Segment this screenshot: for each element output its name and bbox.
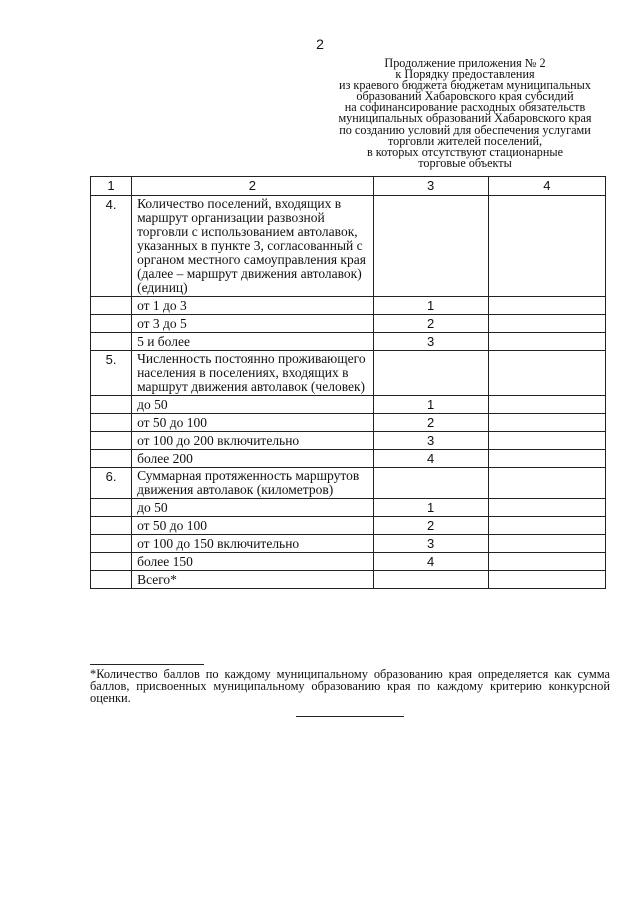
criterion-text: Суммарная протяженность маршрутов движения автолавок (километров) [132,468,373,499]
extra-cell [488,333,605,351]
total-label: Всего* [132,571,373,589]
points-value: 2 [373,315,488,333]
num-cell [91,315,132,333]
num-cell [91,414,132,432]
criterion-number: 5. [91,351,132,396]
num-cell [91,333,132,351]
points-cell [373,351,488,396]
extra-cell [488,351,605,396]
extra-cell [488,315,605,333]
extra-cell [488,196,605,297]
range-label: от 1 до 3 [132,297,373,315]
points-value: 3 [373,432,488,450]
points-value: 4 [373,450,488,468]
table-row [91,315,606,333]
range-label: от 50 до 100 [132,414,373,432]
extra-cell [488,553,605,571]
header-line: муниципальных образований Хабаровского края [338,111,592,126]
range-label: до 50 [132,499,373,517]
points-cell [373,468,488,499]
extra-cell [488,535,605,553]
header-line: по созданию условий для обеспечения услугами [339,122,591,137]
extra-cell [488,499,605,517]
table-row [91,553,606,571]
header-line: на софинансирование расходных обязательств [344,100,586,115]
num-cell [91,297,132,315]
points-value: 1 [373,297,488,315]
table-row [91,535,606,553]
table-row [91,297,606,315]
range-label: от 100 до 150 включительно [132,535,373,553]
points-value: 1 [373,396,488,414]
criterion-text: Численность постоянно проживающего населения в поселениях, входящих в маршрут движения автолавок (человек) [132,351,373,396]
range-label: до 50 [132,396,373,414]
points-cell [373,196,488,297]
table-row [91,396,606,414]
extra-cell [488,450,605,468]
column-header: 4 [488,177,605,196]
header-line: в которых отсутствуют стационарные [366,144,563,159]
num-cell [91,517,132,535]
table-row [91,414,606,432]
points-value: 2 [373,414,488,432]
extra-cell [488,571,605,589]
header-line: из краевого бюджета бюджетам муниципальных [339,78,591,93]
table-row [91,333,606,351]
criterion-row [91,351,606,396]
num-cell [91,450,132,468]
num-cell [91,396,132,414]
range-label: более 150 [132,553,373,571]
page-number: 2 [316,36,324,52]
range-label: от 100 до 200 включительно [132,432,373,450]
extra-cell [488,396,605,414]
range-label: более 200 [132,450,373,468]
num-cell [91,553,132,571]
points-value: 2 [373,517,488,535]
extra-cell [488,517,605,535]
table-row [91,517,606,535]
points-value: 4 [373,553,488,571]
header-line: торговые объекты [418,155,512,170]
table-row [91,450,606,468]
range-label: 5 и более [132,333,373,351]
extra-cell [488,432,605,450]
header-line: образований Хабаровского края субсидий [356,89,574,104]
criterion-number: 4. [91,196,132,297]
column-header: 1 [91,177,132,196]
points-value: 3 [373,535,488,553]
table-header-row [91,177,606,196]
end-divider [296,716,404,717]
appendix-header [316,58,614,169]
range-label: от 50 до 100 [132,517,373,535]
num-cell [91,571,132,589]
criterion-row [91,196,606,297]
extra-cell [488,297,605,315]
points-value: 1 [373,499,488,517]
range-label: от 3 до 5 [132,315,373,333]
column-header: 2 [132,177,373,196]
criterion-number: 6. [91,468,132,499]
num-cell [91,535,132,553]
points-cell [373,571,488,589]
points-value: 3 [373,333,488,351]
footnote-text: *Количество баллов по каждому муниципальному образованию края определяется как сумма баллов, присвоенных муниципальному образованию края по каждому критерию конкурсной оценки. [90,667,610,705]
criterion-text: Количество поселений, входящих в маршрут организации развозной торговли с использованием автолавок, указанных в пункте 3, согласованный с органом местного самоуправления края (далее – маршрут движения автолавок) (единиц) [132,196,373,297]
table-row [91,499,606,517]
footnote-divider [90,664,204,665]
extra-cell [488,468,605,499]
num-cell [91,499,132,517]
header-line: торговли жителей поселений, [387,133,543,148]
extra-cell [488,414,605,432]
table-row [91,432,606,450]
criterion-row [91,468,606,499]
total-row [91,571,606,589]
column-header: 3 [373,177,488,196]
header-line: к Порядку предоставления [395,67,535,82]
num-cell [91,432,132,450]
criteria-table [90,176,606,589]
header-line: Продолжение приложения № 2 [384,56,546,70]
